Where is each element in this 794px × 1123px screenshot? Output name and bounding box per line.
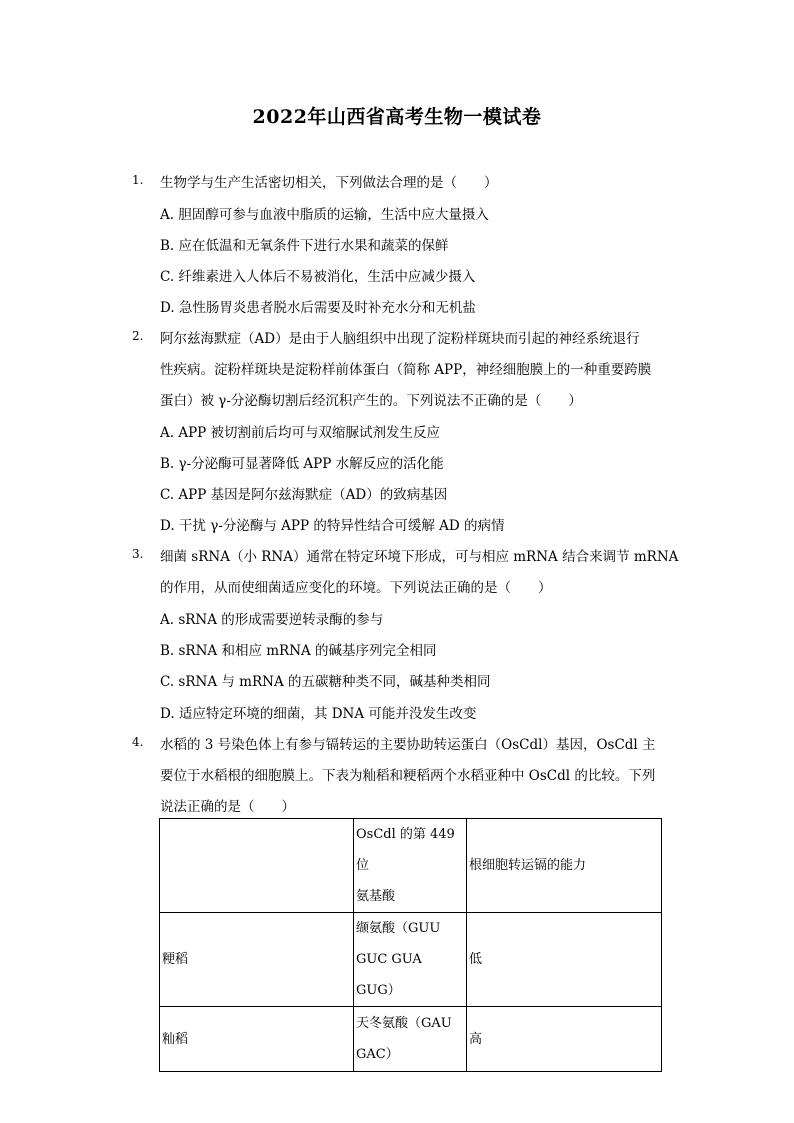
cell-text-line: OsCdl 的第 449 位 [356,827,455,873]
table-cell [354,913,467,1007]
question-number: 1. [132,173,144,187]
option-d: D. 适应特定环境的细菌，其 DNA 可能并没发生改变 [160,706,477,722]
option-b: B. sRNA 和相应 mRNA 的碱基序列完全相同 [160,643,437,659]
option-c: C. 纤维素进入人体后不易被消化，生活中应减少摄入 [160,269,476,285]
cell-text-line: 天冬氨酸（GAU [356,1016,452,1031]
option-c: C. APP 基因是阿尔兹海默症（AD）的致病基因 [160,487,448,503]
question-stem-line: 性疾病。淀粉样斑块是淀粉样前体蛋白（简称 APP，神经细胞膜上的一种重要跨膜 [160,362,652,378]
table-cell: 高 [467,1007,662,1072]
page-title: 2022年山西省高考生物一模试卷 [252,106,542,128]
table-cell [354,819,467,913]
question-stem: 生物学与生产生活密切相关，下列做法合理的是（ ） [160,175,498,191]
table-row [160,1007,662,1072]
question-stem-line: 细菌 sRNA（小 RNA）通常在特定环境下形成，可与相应 mRNA 结合来调节 mRNA [160,549,679,565]
table-cell: 低 [467,913,662,1007]
table-cell: 根细胞转运镉的能力 [467,819,662,913]
cell-text-line: GAC） [356,1047,399,1062]
cell-text-line: 氨基酸 [356,889,396,904]
question-stem-line: 说法正确的是（ ） [160,799,295,815]
table-cell [160,819,354,913]
comparison-table [159,818,662,1072]
cell-text-line: 缬氨酸（GUU [356,921,441,936]
question-stem-line: 阿尔兹海默症（AD）是由于人脑组织中出现了淀粉样斑块而引起的神经系统退行 [160,331,640,347]
question-stem-line: 水稻的 3 号染色体上有参与镉转运的主要协助转运蛋白（OsCdl）基因，OsCdl 主 [160,737,656,753]
option-c: C. sRNA 与 mRNA 的五碳糖种类不同，碱基种类相同 [160,674,491,690]
option-b: B. 应在低温和无氧条件下进行水果和蔬菜的保鲜 [160,238,449,254]
option-a: A. APP 被切割前后均可与双缩脲试剂发生反应 [160,425,441,441]
question-stem-line: 的作用，从而使细菌适应变化的环境。下列说法正确的是（ ） [160,580,552,596]
table-row [160,913,662,1007]
question-number: 3. [132,547,144,561]
question-number: 4. [132,735,144,749]
table-cell: 籼稻 [160,1007,354,1072]
option-a: A. sRNA 的形成需要逆转录酶的参与 [160,612,384,628]
option-d: D. 干扰 γ-分泌酶与 APP 的特异性结合可缓解 AD 的病情 [160,518,505,534]
question-stem-line: 蛋白）被 γ-分泌酶切割后经沉积产生的。下列说法不正确的是（ ） [160,393,582,409]
option-a: A. 胆固醇可参与血液中脂质的运输，生活中应大量摄入 [160,207,489,223]
option-b: B. γ-分泌酶可显著降低 APP 水解反应的活化能 [160,456,444,472]
table-header-row [160,819,662,913]
question-stem-line: 要位于水稻根的细胞膜上。下表为籼稻和粳稻两个水稻亚种中 OsCdl 的比较。下列 [160,768,656,784]
question-number: 2. [132,329,144,343]
table-cell: 粳稻 [160,913,354,1007]
option-d: D. 急性肠胃炎患者脱水后需要及时补充水分和无机盐 [160,300,476,316]
table-cell [354,1007,467,1072]
cell-text-line: GUC GUA GUG） [356,952,422,998]
